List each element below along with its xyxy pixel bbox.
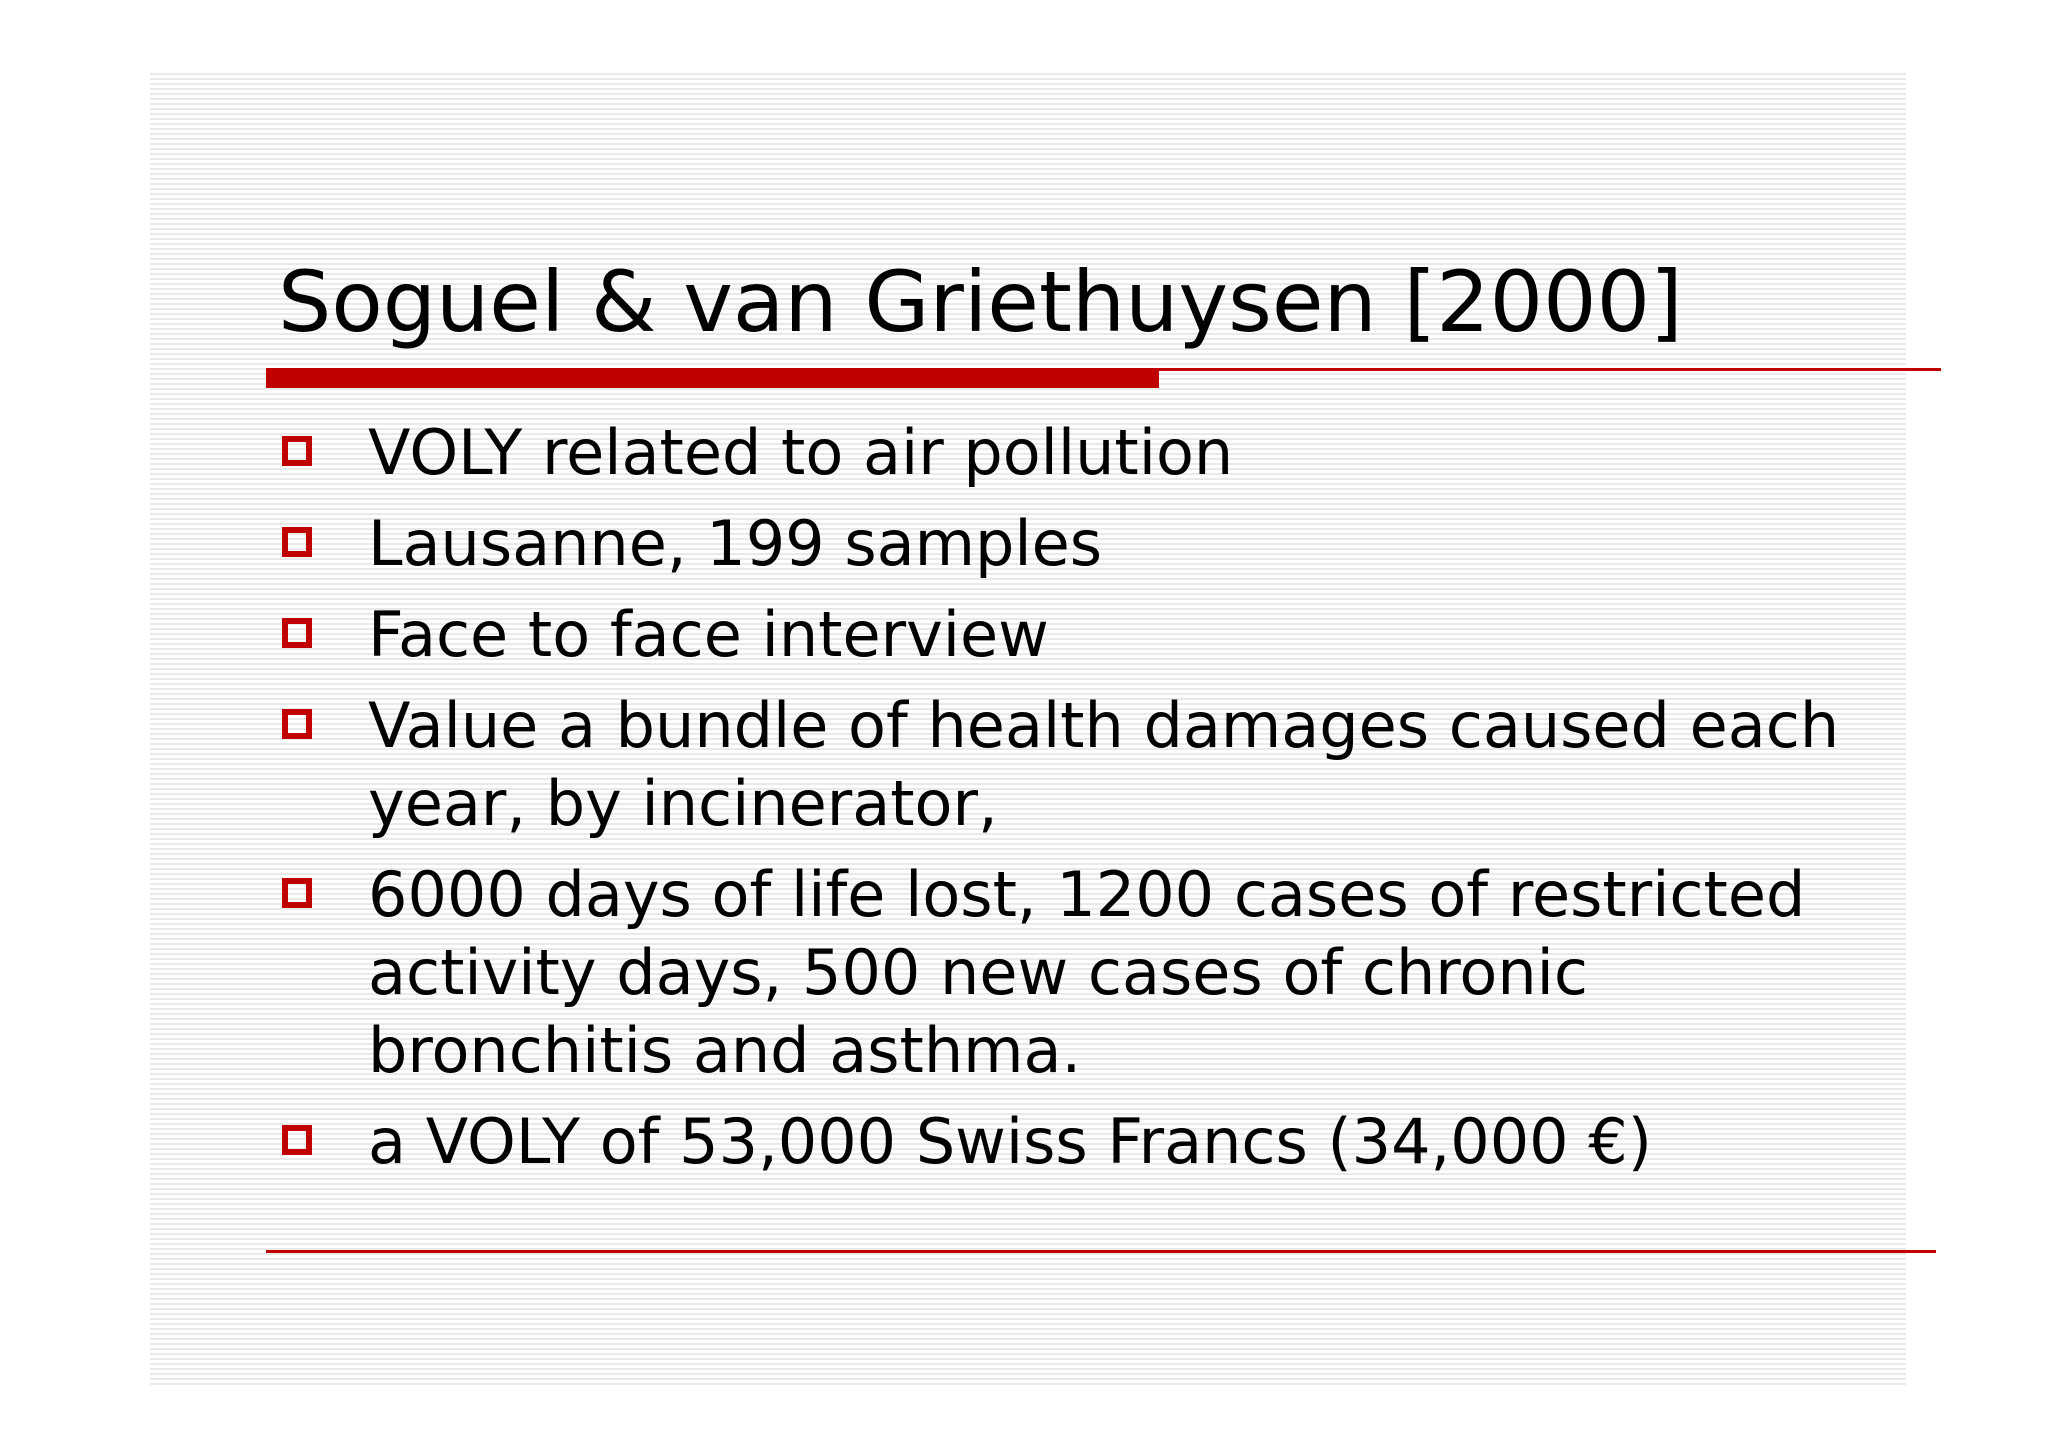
bullet-item <box>280 505 1900 583</box>
bullet-text: Value a bundle of health damages caused each year, by incinerator, <box>368 689 1840 840</box>
hollow-square-icon <box>282 709 312 739</box>
bullet-list <box>280 414 1900 1194</box>
hollow-square-icon <box>282 436 312 466</box>
hollow-square-icon <box>282 1125 312 1155</box>
title-underline-thin <box>1159 368 1941 371</box>
slide <box>150 70 1906 1388</box>
hollow-square-icon <box>282 618 312 648</box>
hollow-square-icon <box>282 878 312 908</box>
bullet-item <box>280 856 1900 1090</box>
footer-rule <box>266 1250 1936 1253</box>
bullet-text: VOLY related to air pollution <box>368 416 1234 489</box>
hollow-square-icon <box>282 527 312 557</box>
bullet-text: 6000 days of life lost, 1200 cases of restricted activity days, 500 new cases of chronic bronchitis and asthma. <box>368 858 1806 1087</box>
bullet-text: a VOLY of 53,000 Swiss Francs (34,000 €) <box>368 1105 1652 1178</box>
bullet-item <box>280 596 1900 674</box>
bullet-item <box>280 414 1900 492</box>
bullet-text: Lausanne, 199 samples <box>368 507 1103 580</box>
bullet-text: Face to face interview <box>368 598 1049 671</box>
slide-title: Soguel & van Griethuysen [2000] <box>278 253 1683 351</box>
bullet-item <box>280 687 1900 843</box>
title-underline-thick <box>266 368 1159 388</box>
bullet-item <box>280 1103 1900 1181</box>
